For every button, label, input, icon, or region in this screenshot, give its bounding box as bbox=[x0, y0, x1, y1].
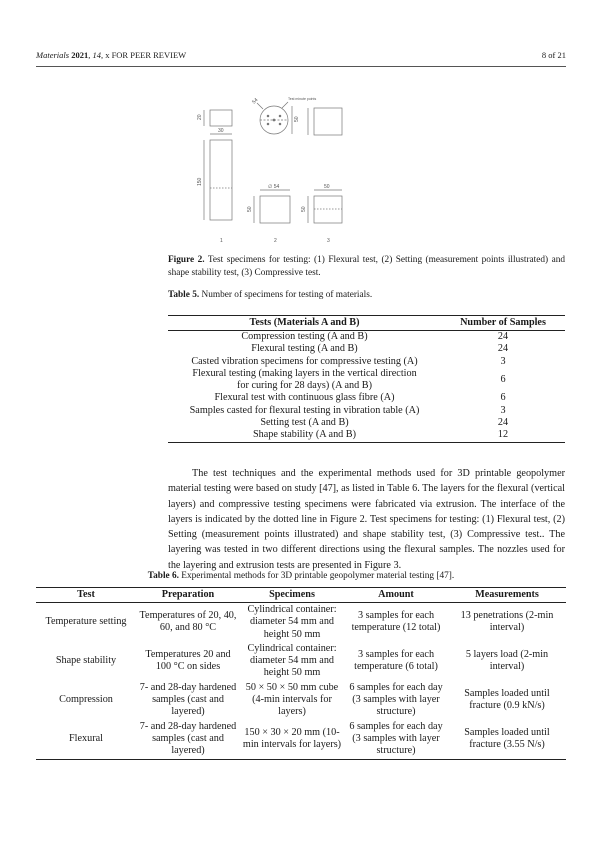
table-row bbox=[168, 356, 565, 368]
dim-150-label: 150 bbox=[197, 177, 203, 186]
count-cell: 24 bbox=[497, 417, 509, 429]
flexural-top-view bbox=[210, 110, 232, 126]
specimens-cell: 50 × 50 × 50 mm cube (4-min intervals for layers) bbox=[245, 681, 339, 718]
body-paragraph: The test techniques and the experimental methods used for 3D printable geopolymer material testing were based on study [47], as listed in Table 6. The layers for the flexural (vertical layers) and compressive testing specimens were fabricated via extrusion. The interface of the layers is indicated by the dotted line in Figure 2. Test specimens for testing: (1) Flexural test, (2) Setting (measurement points illustrated) and shape stability test, (3) Compressive test.. The layering was tested in two different directions using the flexural samples. The nozzles used for the layering and extrusion tests are presented in Figure 3. bbox=[168, 468, 565, 571]
table5-caption-text: Number of specimens for testing of materials. bbox=[199, 290, 373, 300]
dim-50-circle-label: 50 bbox=[294, 116, 300, 122]
specimen-count-table bbox=[168, 315, 565, 443]
panel-1-label: 1 bbox=[220, 238, 223, 244]
table-row bbox=[168, 417, 565, 429]
count-cell: 3 bbox=[500, 355, 506, 367]
test-cell: Compression testing (A and B) bbox=[241, 331, 368, 342]
preparation-cell: Temperatures 20 and 100 °C on sides bbox=[145, 649, 231, 673]
count-cell: 24 bbox=[497, 331, 509, 342]
test-cell: Setting test (A and B) bbox=[260, 417, 349, 429]
test-cell: Flexural test with continuous glass fibre (A) bbox=[214, 392, 395, 404]
column-header-number: Number of Samples bbox=[441, 316, 565, 331]
measurements-cell: 13 penetrations (2-min interval) bbox=[460, 610, 554, 634]
table6-caption bbox=[36, 571, 566, 581]
figure-caption-label: Figure 2. bbox=[168, 255, 205, 265]
count-cell: 24 bbox=[497, 343, 509, 355]
table-header-row bbox=[36, 588, 566, 603]
test-cell: Flexural testing (A and B) bbox=[251, 343, 358, 355]
measurement-points-label: Test minute points bbox=[288, 97, 317, 101]
dim-54-circle-label: 54 bbox=[251, 97, 260, 106]
test-cell: Flexural testing (making layers in the vertical direction for curing for 28 days) (A and B) bbox=[192, 367, 417, 392]
table-header-row bbox=[168, 316, 565, 331]
dim-30-label: 30 bbox=[218, 128, 224, 134]
test-cell: Samples casted for flexural testing in vibration table (A) bbox=[189, 404, 420, 416]
column-header-amount: Amount bbox=[344, 588, 448, 603]
test-cell: Casted vibration specimens for compressive testing (A) bbox=[191, 355, 418, 367]
test-cell: Compression bbox=[59, 694, 113, 706]
measurements-cell: Samples loaded until fracture (0.9 kN/s) bbox=[464, 687, 550, 712]
table-row bbox=[168, 368, 565, 393]
amount-cell: 6 samples for each day (3 samples with layer structure) bbox=[349, 720, 443, 757]
header-rule bbox=[36, 66, 566, 67]
table-row bbox=[36, 681, 566, 720]
table-row bbox=[168, 429, 565, 442]
compressive-specimen bbox=[314, 196, 342, 223]
table-row bbox=[36, 603, 566, 642]
column-header-preparation: Preparation bbox=[136, 588, 240, 603]
count-cell: 12 bbox=[497, 429, 509, 441]
panel-3-label: 3 bbox=[327, 238, 330, 244]
dim-50-setting-label: 50 bbox=[247, 206, 253, 212]
column-header-specimens: Specimens bbox=[240, 588, 344, 603]
table6-caption-label: Table 6. bbox=[147, 571, 179, 581]
column-header-test: Test bbox=[36, 588, 136, 603]
page-header bbox=[36, 50, 566, 62]
panel-2-label: 2 bbox=[274, 238, 277, 244]
figure-caption bbox=[168, 254, 565, 279]
setting-side-view bbox=[260, 196, 290, 223]
table-row bbox=[168, 405, 565, 417]
specimens-cell: Cylindrical container: diameter 54 mm and height 50 mm bbox=[247, 604, 337, 640]
count-cell: 6 bbox=[500, 392, 506, 404]
specimens-cell: 150 × 30 × 20 mm (10-min intervals for layers) bbox=[242, 726, 342, 751]
test-cell: Flexural bbox=[69, 732, 103, 744]
dim-54-setting-label: ∅ 54 bbox=[268, 184, 280, 190]
table-row bbox=[36, 720, 566, 759]
table5-caption bbox=[168, 290, 565, 300]
amount-cell: 6 samples for each day (3 samples with layer structure) bbox=[349, 681, 443, 718]
dim-50-cube-height-label: 50 bbox=[301, 206, 307, 212]
column-header-tests: Tests (Materials A and B) bbox=[168, 316, 441, 331]
amount-cell: 3 samples for each temperature (6 total) bbox=[354, 649, 438, 673]
journal-name: Materials bbox=[36, 50, 70, 60]
dim-50-cube-width-label: 50 bbox=[324, 184, 330, 190]
preparation-cell: 7- and 28-day hardened samples (cast and layered) bbox=[139, 720, 237, 757]
preparation-cell: Temperatures of 20, 40, 60, and 80 °C bbox=[139, 610, 237, 634]
figure-caption-text: Test specimens for testing: (1) Flexural test, (2) Setting (measurement points illustrated) and shape stability test, (3) Compressive test. bbox=[168, 255, 566, 278]
specimen-figure bbox=[190, 92, 360, 250]
experimental-methods-table bbox=[36, 587, 566, 760]
measurements-cell: 5 layers load (2-min interval) bbox=[465, 649, 549, 673]
column-header-measurements: Measurements bbox=[448, 588, 566, 603]
table-row bbox=[168, 331, 565, 344]
amount-cell: 3 samples for each temperature (12 total) bbox=[351, 610, 441, 634]
test-cell: Shape stability bbox=[55, 655, 117, 667]
journal-volume: 14 bbox=[92, 50, 101, 60]
test-cell: Shape stability (A and B) bbox=[253, 429, 356, 441]
count-cell: 6 bbox=[500, 374, 506, 386]
journal-suffix: , x FOR PEER REVIEW bbox=[100, 50, 187, 60]
test-cell: Temperature setting bbox=[45, 616, 127, 628]
table6-caption-text: Experimental methods for 3D printable geopolymer material testing [47]. bbox=[178, 571, 455, 581]
specimens-cell: Cylindrical container: diameter 54 mm and height 50 mm bbox=[247, 642, 337, 679]
flexural-specimen bbox=[210, 140, 232, 220]
table-row bbox=[36, 642, 566, 681]
table-row bbox=[168, 343, 565, 355]
measurements-cell: Samples loaded until fracture (3.55 N/s) bbox=[464, 726, 550, 751]
compressive-top-view bbox=[314, 108, 342, 135]
journal-year: 2021 bbox=[71, 50, 89, 60]
table5-caption-label: Table 5. bbox=[168, 290, 200, 300]
dim-20-label: 20 bbox=[197, 114, 203, 120]
journal-citation: Materials 2021, 14, x FOR PEER REVIEW bbox=[36, 50, 187, 60]
table-row bbox=[168, 392, 565, 404]
preparation-cell: 7- and 28-day hardened samples (cast and layered) bbox=[139, 681, 237, 718]
page-number: 8 of 21 bbox=[541, 50, 566, 60]
count-cell: 3 bbox=[500, 404, 506, 416]
